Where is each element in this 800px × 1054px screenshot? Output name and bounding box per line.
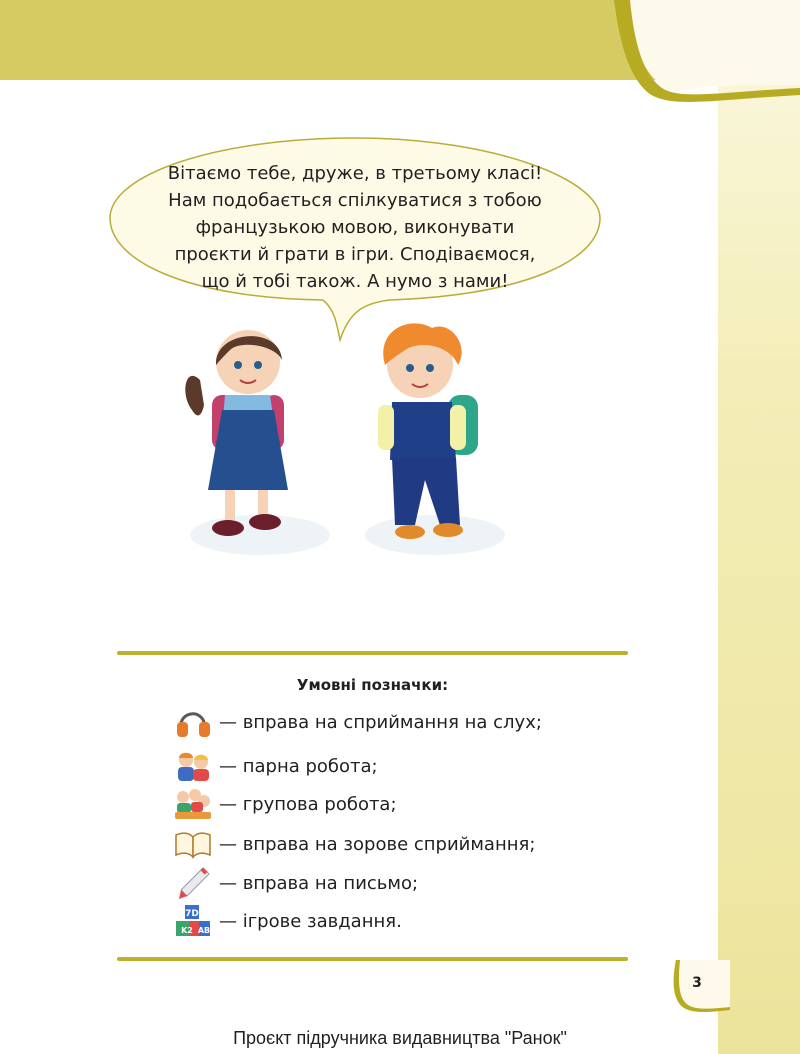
headphones-icon xyxy=(173,705,213,739)
legend-bottom-rule xyxy=(117,957,628,961)
legend-item xyxy=(173,705,542,739)
pair-work-icon xyxy=(173,749,213,783)
footer-text: Проєкт підручника видавництва "Ранок" xyxy=(233,1028,567,1048)
block-label: 7D xyxy=(185,909,199,919)
footer-note xyxy=(0,1028,800,1049)
legend-item xyxy=(173,827,535,861)
legend-item xyxy=(173,787,397,821)
speech-line: французькою мовою, виконувати xyxy=(195,217,515,238)
children-illustration xyxy=(170,310,520,570)
block-label: AB xyxy=(197,926,211,935)
legend-item-text: — парна робота; xyxy=(219,755,378,777)
speech-line: проєкти й грати в ігри. Сподіваємося, xyxy=(174,244,536,265)
girl-figure xyxy=(185,330,330,555)
legend-item xyxy=(173,866,418,900)
boy-figure xyxy=(365,323,505,555)
legend-title: Умовні позначки: xyxy=(296,676,449,694)
speech-bubble-text xyxy=(135,160,575,295)
legend-item-text: — ігрове завдання. xyxy=(219,910,402,932)
legend-top-rule xyxy=(117,651,628,655)
open-book-icon xyxy=(173,827,213,861)
legend-item-text: — вправа на зорове сприймання; xyxy=(219,833,536,855)
block-label: K2 xyxy=(181,926,193,935)
speech-line: Нам подобається спілкуватися з тобою xyxy=(168,190,542,211)
letter-blocks-icon xyxy=(173,904,213,938)
legend-item-text: — вправа на письмо; xyxy=(219,872,419,894)
group-work-icon xyxy=(173,787,213,821)
side-strip xyxy=(718,0,800,1054)
legend-item xyxy=(173,904,402,938)
legend-item xyxy=(173,749,378,783)
header-band xyxy=(0,0,680,80)
legend-item-text: — групова робота; xyxy=(219,793,397,815)
page-number: 3 xyxy=(692,975,702,991)
corner-ornament xyxy=(600,0,800,115)
speech-line: що й тобі також. А нумо з нами! xyxy=(201,271,509,292)
legend-item-text: — вправа на сприймання на слух; xyxy=(219,711,542,733)
speech-line: Вітаємо тебе, друже, в третьому класі! xyxy=(167,163,543,184)
pencil-icon xyxy=(173,866,213,900)
